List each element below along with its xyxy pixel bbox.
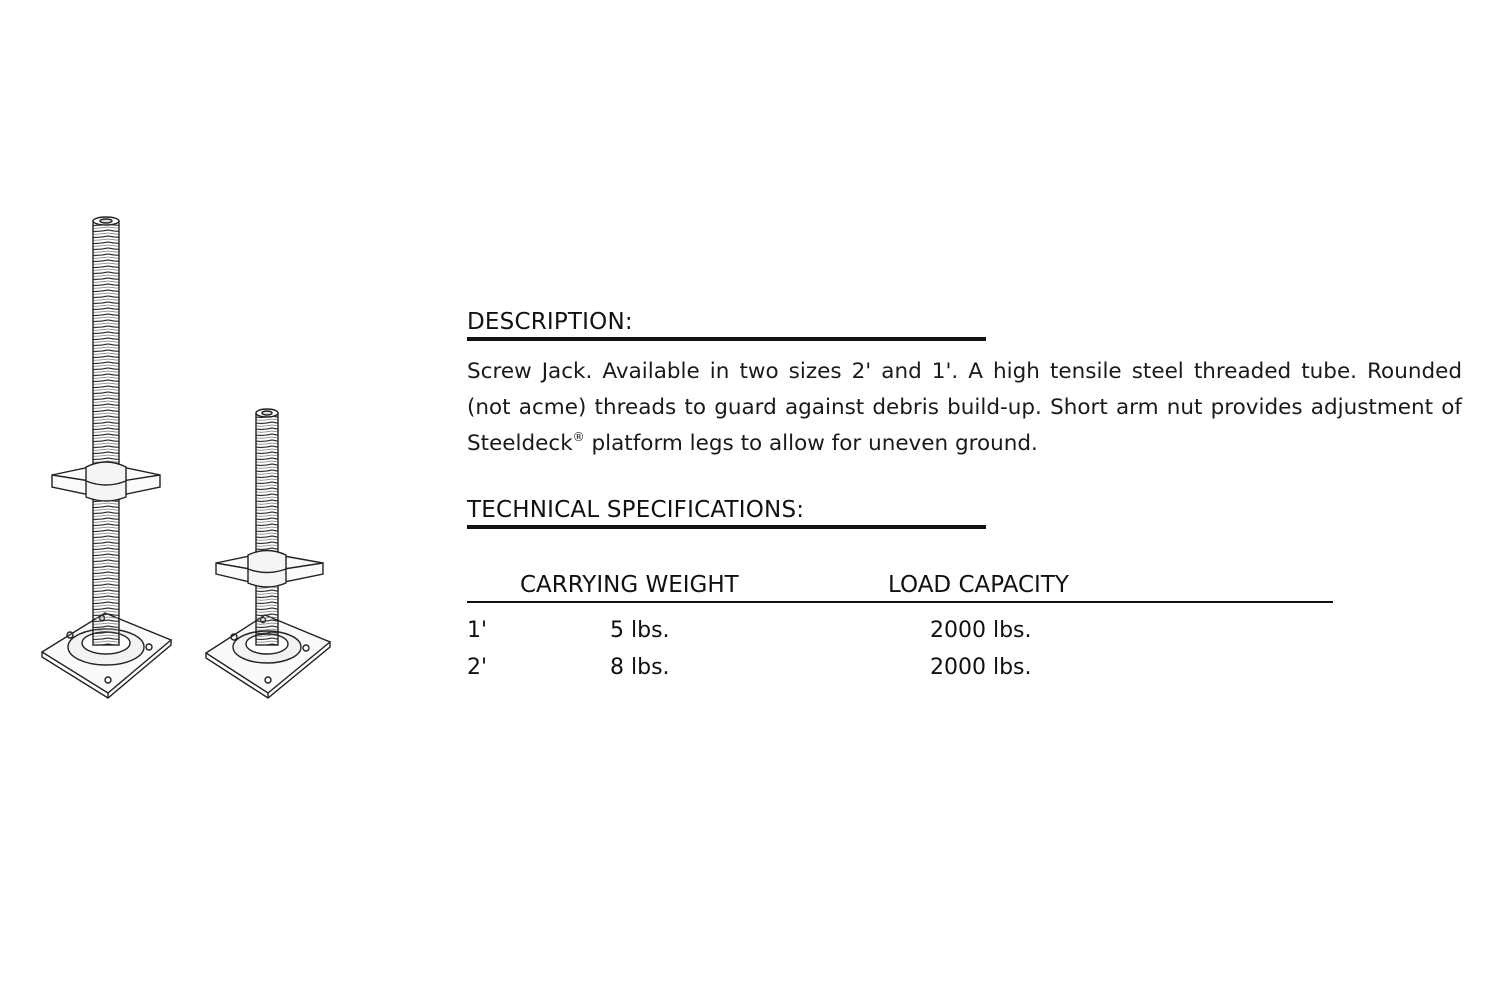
description-text-main: Screw Jack. Available in two sizes 2' and 1'. A high tensile steel threaded tube. Rounded (not acme) threads to guard against debris build-up. Short arm nut provides adjustment of Steeldeck: [467, 359, 1462, 456]
specifications-heading-text: TECHNICAL SPECIFICATIONS: [467, 497, 797, 523]
row-load-capacity: 2000 lbs.: [930, 618, 1032, 643]
description-heading: [467, 309, 633, 335]
column-header-carrying-weight: CARRYING WEIGHT: [520, 572, 739, 598]
row-size: 2': [467, 655, 488, 680]
screw-jack-2ft: [42, 217, 171, 698]
row-carrying-weight: 5 lbs.: [610, 618, 670, 643]
table-header-rule: [467, 601, 1333, 603]
column-header-load-capacity: LOAD CAPACITY: [888, 572, 1069, 598]
row-size: 1': [467, 618, 488, 643]
row-carrying-weight: 8 lbs.: [610, 655, 670, 680]
screw-jack-1ft: [206, 409, 330, 698]
specifications-underline: [467, 525, 986, 529]
description-text: [467, 354, 1462, 462]
row-load-capacity: 2000 lbs.: [930, 655, 1032, 680]
specifications-heading: [467, 497, 804, 523]
screw-jacks-illustration: [30, 205, 350, 705]
registered-mark: ®: [572, 430, 585, 444]
description-heading-text: DESCRIPTION: [467, 309, 625, 335]
description-underline: [467, 337, 986, 341]
table-row: [467, 618, 1333, 654]
description-heading-colon: :: [624, 309, 633, 335]
specifications-heading-colon: :: [796, 497, 805, 523]
description-text-tail: platform legs to allow for uneven ground.: [584, 431, 1038, 456]
table-row: [467, 655, 1333, 691]
